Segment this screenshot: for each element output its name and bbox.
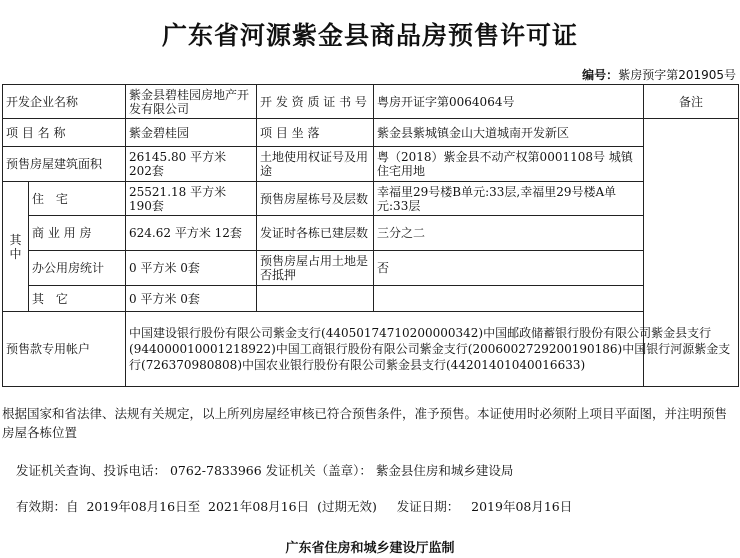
presale-area-label: 预售房屋建筑面积 [3, 147, 126, 182]
project-name-value: 紫金碧桂园 [126, 119, 257, 147]
issuing-authority-contact: 发证机关查询、投诉电话： 0762-7833966 发证机关（盖章）： 紫金县住房和城乡建设局 [16, 463, 514, 478]
commercial-value: 624.62 平方米 12套 [126, 216, 257, 251]
land-cert-label: 土地使用权证号及用途 [257, 147, 374, 182]
presale-area-value [126, 147, 257, 182]
approval-statement: 根据国家和省法律、法规有关规定，以上所列房屋经审核已符合预售条件，准予预售。本证使用时必须附上项目平面图，并注明预售房屋各栋位置 [2, 406, 728, 440]
table-row [3, 286, 739, 312]
mortgage-value: 否 [374, 251, 644, 286]
built-floors-value: 三分之二 [374, 216, 644, 251]
other-label: 其 它 [29, 286, 126, 312]
remarks-label: 备注 [644, 85, 739, 119]
land-cert-value: 粤（2018）紫金县不动产权第0001108号 城镇住宅用地 [374, 147, 644, 182]
mortgage-label: 预售房屋占用土地是否抵押 [257, 251, 374, 286]
building-no-label: 预售房屋栋号及层数 [257, 182, 374, 216]
residential-label: 住 宅 [29, 182, 126, 216]
qualification-value: 粤房开证字第0064064号 [374, 85, 644, 119]
escrow-label: 预售款专用帐户 [3, 312, 126, 387]
of-which-label: 其 中 [3, 182, 29, 312]
table-row [3, 251, 739, 286]
validity-period: 有效期：自 2019年08月16日至 2021年08月16日 (过期无效) 发证日期： 2019年08月16日 [16, 499, 573, 514]
office-value: 0 平方米 0套 [126, 251, 257, 286]
table-row [3, 85, 739, 119]
number-value: 紫房预字第201905号 [618, 68, 736, 82]
blank-cell [374, 286, 644, 312]
built-floors-label: 发证时各栋已建层数 [257, 216, 374, 251]
commercial-label: 商 业 用 房 [29, 216, 126, 251]
escrow-value: 中国建设银行股份有限公司紫金支行(44050174710200000342)中国邮政储蓄银行股份有限公司紫金县支行(944000010001218922)中国工商银行股份有限公司紫金支行(2006002729200190186)中国银行河源紫金支行(726370980808)中国农业银行股份有限公司紫金县支行(44201401040016633) [126, 312, 739, 387]
building-no-value: 幸福里29号楼B单元:33层,幸福里29号楼A单元:33层 [374, 182, 644, 216]
office-label: 办公用房统计 [29, 251, 126, 286]
presale-area-sqm: 26145.80 平方米 [129, 150, 227, 164]
residential-value [126, 182, 257, 216]
project-name-label: 项 目 名 称 [3, 119, 126, 147]
table-row [3, 182, 739, 216]
other-value: 0 平方米 0套 [126, 286, 257, 312]
table-row [3, 216, 739, 251]
residential-units: 190套 [129, 198, 164, 213]
supervisor-footer: 广东省住房和城乡建设厅监制 [285, 541, 455, 556]
table-row [3, 119, 739, 147]
blank-cell [257, 286, 374, 312]
developer-value: 紫金县碧桂园房地产开发有限公司 [126, 85, 257, 119]
qualification-label: 开 发 资 质 证 书 号 [257, 85, 374, 119]
residential-sqm: 25521.18 平方米 [129, 184, 227, 199]
certificate-number [582, 66, 736, 83]
project-location-value: 紫金县紫城镇金山大道城南开发新区 [374, 119, 644, 147]
presale-area-units: 202套 [129, 164, 164, 178]
number-label: 编号： [582, 68, 619, 82]
permit-table [2, 84, 739, 387]
table-row [3, 147, 739, 182]
project-location-label: 项 目 坐 落 [257, 119, 374, 147]
developer-label: 开发企业名称 [3, 85, 126, 119]
table-row [3, 312, 739, 387]
page-title: 广东省河源紫金县商品房预售许可证 [161, 21, 578, 50]
